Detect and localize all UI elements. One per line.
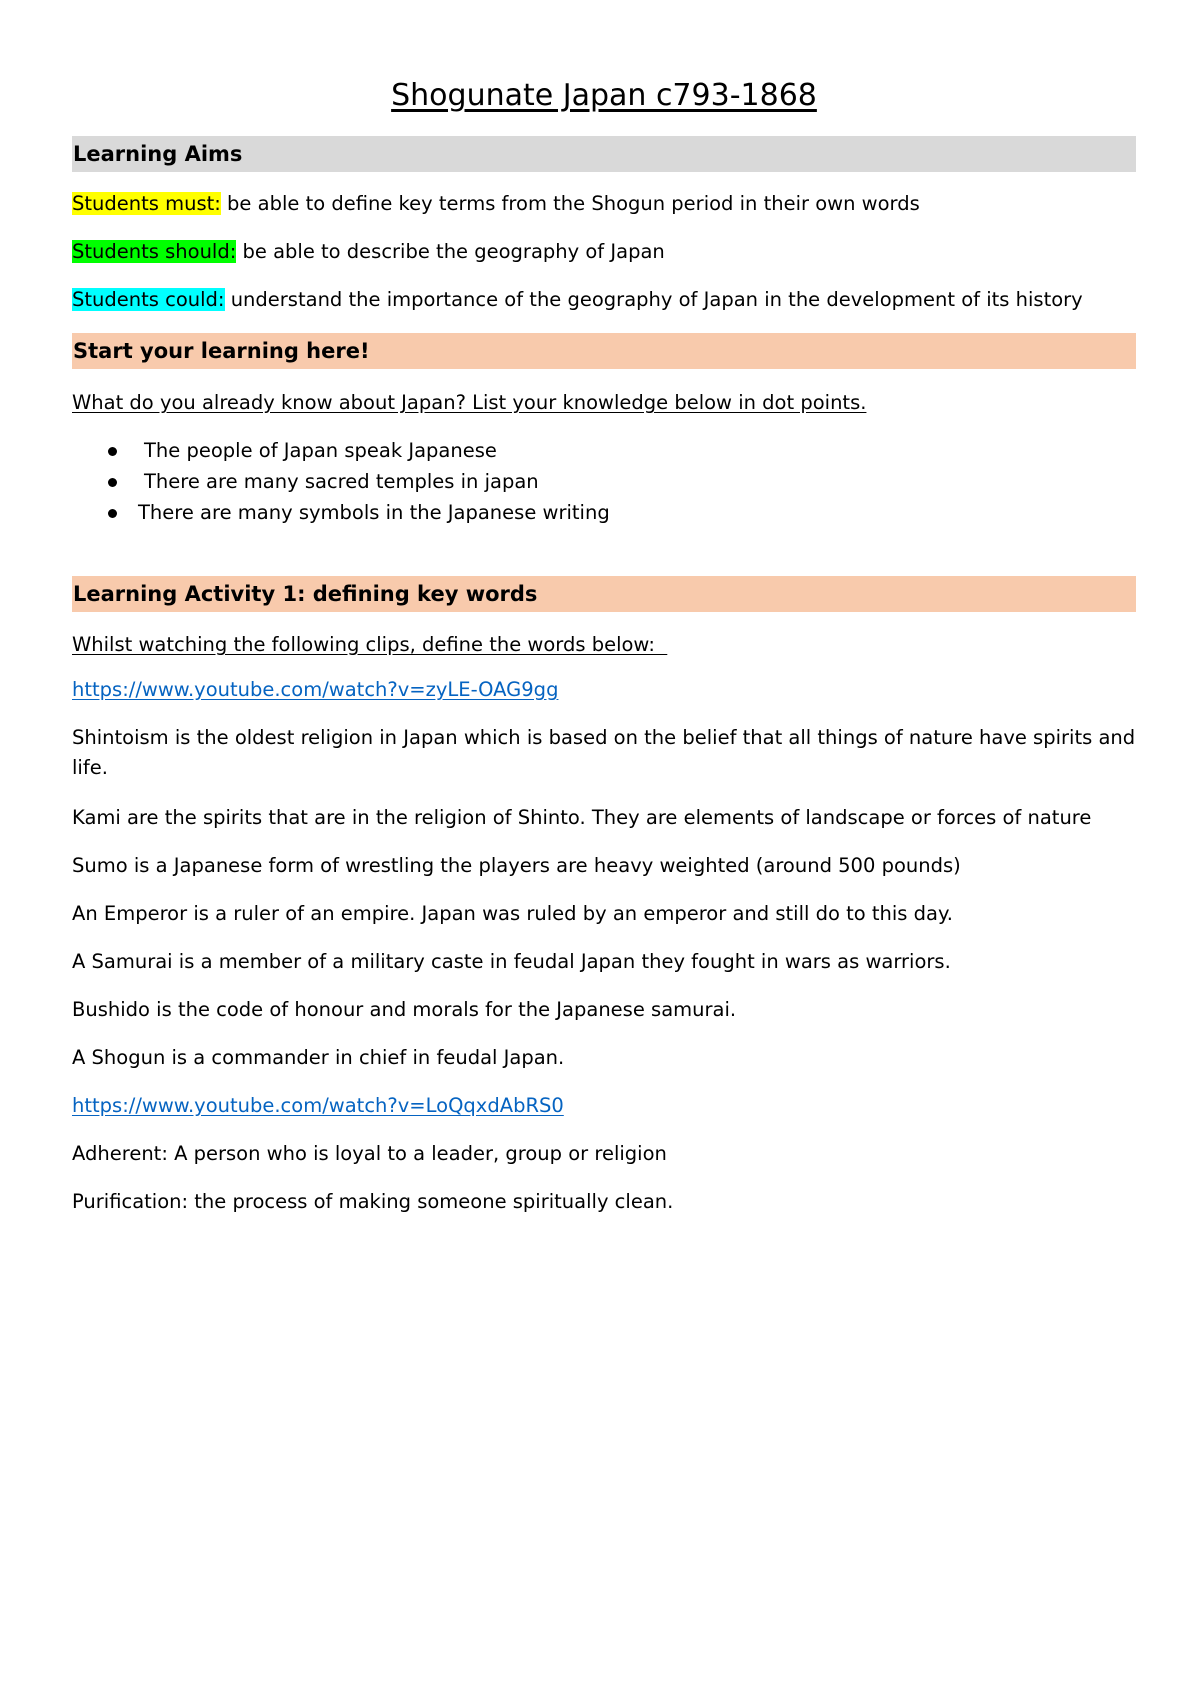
aim-must	[72, 189, 1136, 219]
definition-adherent: Adherent: A person who is loyal to a leader, group or religion	[72, 1142, 667, 1165]
bullet-icon	[108, 447, 117, 456]
definition-bushido: Bushido is the code of honour and morals for the Japanese samurai.	[72, 998, 737, 1021]
definition-emperor: An Emperor is a ruler of an empire. Japan was ruled by an emperor and still do to this day.	[72, 902, 953, 925]
activity1-instruction-text: Whilst watching the following clips, define the words below:	[72, 633, 668, 656]
knowledge-prompt-text: What do you already know about Japan? List your knowledge below in dot points.	[72, 391, 867, 414]
aim-could-label: Students could:	[72, 288, 225, 311]
aim-should-text: be able to describe the geography of Japan	[236, 240, 665, 263]
page-title: Shogunate Japan c793-1868	[391, 78, 817, 113]
activity1-heading: Learning Activity 1: defining key words	[72, 576, 1136, 612]
definition-shogun: A Shogun is a commander in chief in feudal Japan.	[72, 1046, 565, 1069]
definition-kami: Kami are the spirits that are in the religion of Shinto. They are elements of landscape or forces of nature	[72, 806, 1092, 829]
aim-could-text: understand the importance of the geography of Japan in the development of its history	[224, 288, 1083, 311]
aim-must-text: be able to define key terms from the Shogun period in their own words	[220, 192, 920, 215]
aim-should-label: Students should:	[72, 240, 237, 263]
bullet-icon	[108, 478, 117, 487]
video-link-2	[72, 1091, 1136, 1121]
youtube-link-1[interactable]: https://www.youtube.com/watch?v=zyLE-OAG9gg	[72, 678, 559, 701]
youtube-link-2[interactable]: https://www.youtube.com/watch?v=LoQqxdAbRS0	[72, 1094, 564, 1117]
list-item-text: There are many sacred temples in japan	[144, 470, 539, 493]
aim-must-label: Students must:	[72, 192, 221, 215]
definition-shintoism: Shintoism is the oldest religion in Japan which is based on the belief that all things of nature have spirits and life.	[72, 726, 1136, 779]
definition-sumo: Sumo is a Japanese form of wrestling the players are heavy weighted (around 500 pounds)	[72, 854, 961, 877]
bullet-icon	[108, 509, 117, 518]
knowledge-prompt	[72, 388, 1136, 418]
list-item-text: The people of Japan speak Japanese	[144, 439, 497, 462]
definition-samurai: A Samurai is a member of a military caste in feudal Japan they fought in wars as warriors.	[72, 950, 951, 973]
aim-should	[72, 237, 1136, 267]
learning-aims-heading: Learning Aims	[72, 136, 1136, 172]
definition-purification: Purification: the process of making someone spiritually clean.	[72, 1190, 674, 1213]
list-item-text: There are many symbols in the Japanese writing	[138, 501, 610, 524]
activity1-instruction	[72, 630, 1136, 660]
aim-could	[72, 285, 1136, 315]
video-link-1	[72, 675, 1136, 705]
start-learning-heading: Start your learning here!	[72, 333, 1136, 369]
